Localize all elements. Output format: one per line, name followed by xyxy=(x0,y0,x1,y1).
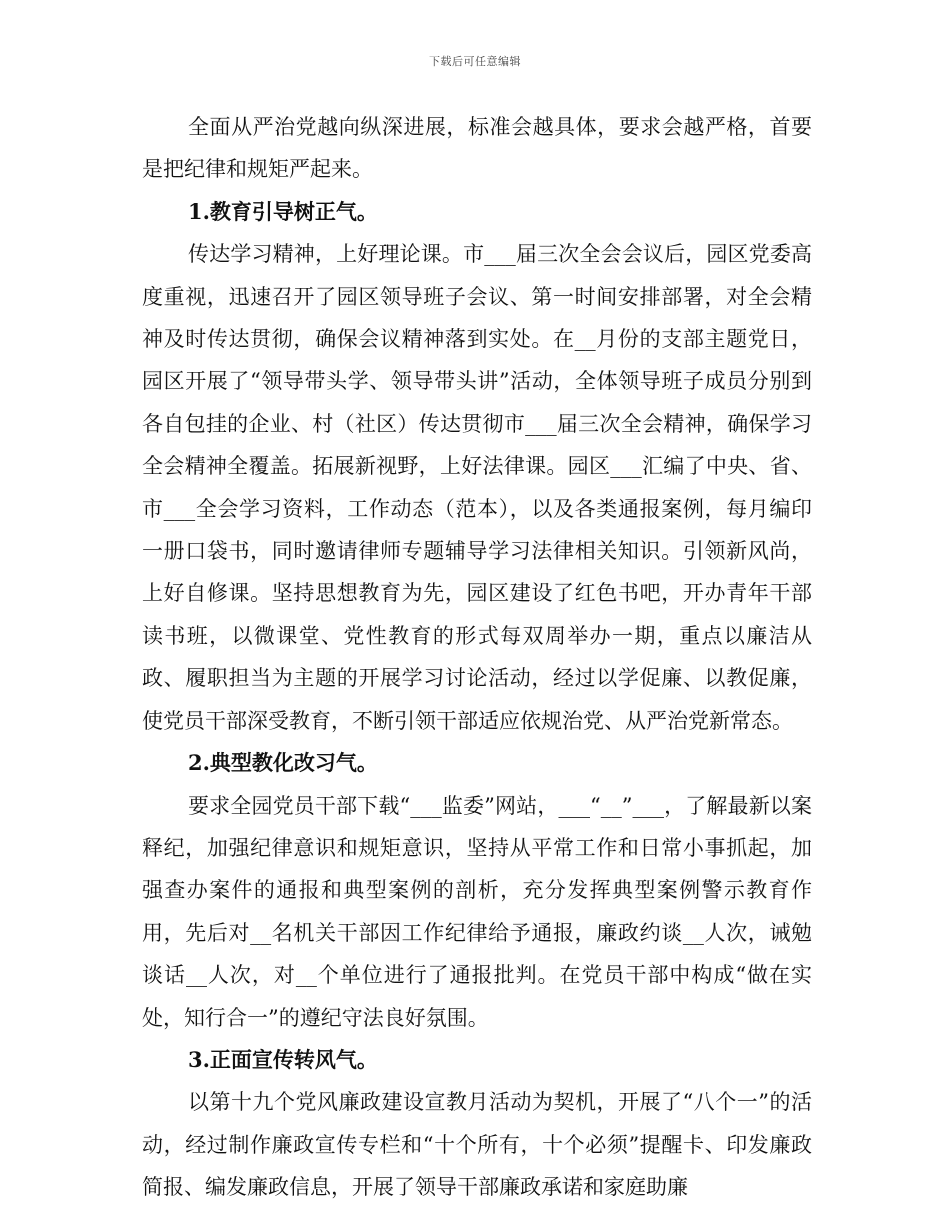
section-3-paragraph: 以第十九个党风廉政建设宣教月活动为契机，开展了“八个一”的活动，经过制作廉政宣传专栏和“十个所有，十个必须”提醒卡、印发廉政简报、编发廉政信息，开展了领导干部廉政承诺和家庭助廉 xyxy=(142,1090,812,1200)
document-body xyxy=(142,106,812,1209)
section-heading-2: 2.典型教化改习气。 xyxy=(188,750,378,776)
section-2-paragraph: 要求全园党员干部下载“___监委”网站，___“__”___，了解最新以案释纪，加强纪律意识和规矩意识，坚持从平常工作和日常小事抓起，加强查办案件的通报和典型案例的剖析，充分发挥典型案例警示教育作用，先后对__名机关干部因工作纪律给予通报，廉政约谈__人次，诫勉谈话__人次，对__个单位进行了通报批判。在党员干部中构成“做在实处，知行合一”的遵纪守法良好氛围。 xyxy=(142,793,812,1030)
page-header: 下载后可任意编辑 xyxy=(429,55,521,68)
intro-paragraph: 全面从严治党越向纵深进展，标准会越具体，要求会越严格，首要是把纪律和规矩严起来。 xyxy=(142,115,812,182)
section-1-paragraph: 传达学习精神，上好理论课。市___届三次全会会议后，园区党委高度重视，迅速召开了园区领导班子会议、第一时间安排部署，对全会精神及时传达贯彻，确保会议精神落到实处。在__月份的支部主题党日，园区开展了“领导带头学、领导带头讲”活动，全体领导班子成员分别到各自包挂的企业、村（社区）传达贯彻市___届三次全会精神，确保学习全会精神全覆盖。拓展新视野，上好法律课。园区___汇编了中央、省、市___全会学习资料，工作动态（范本），以及各类通报案例，每月编印一册口袋书，同时邀请律师专题辅导学习法律相关知识。引领新风尚，上好自修课。坚持思想教育为先，园区建设了红色书吧，开办青年干部读书班，以微课堂、党性教育的形式每双周举办一期，重点以廉洁从政、履职担当为主题的开展学习讨论活动，经过以学促廉、以教促廉，使党员干部深受教育，不断引领干部适应依规治党、从严治党新常态。 xyxy=(142,242,812,733)
section-heading-3: 3.正面宣传转风气。 xyxy=(188,1046,378,1072)
section-heading-1: 1.教育引导树正气。 xyxy=(188,198,378,224)
